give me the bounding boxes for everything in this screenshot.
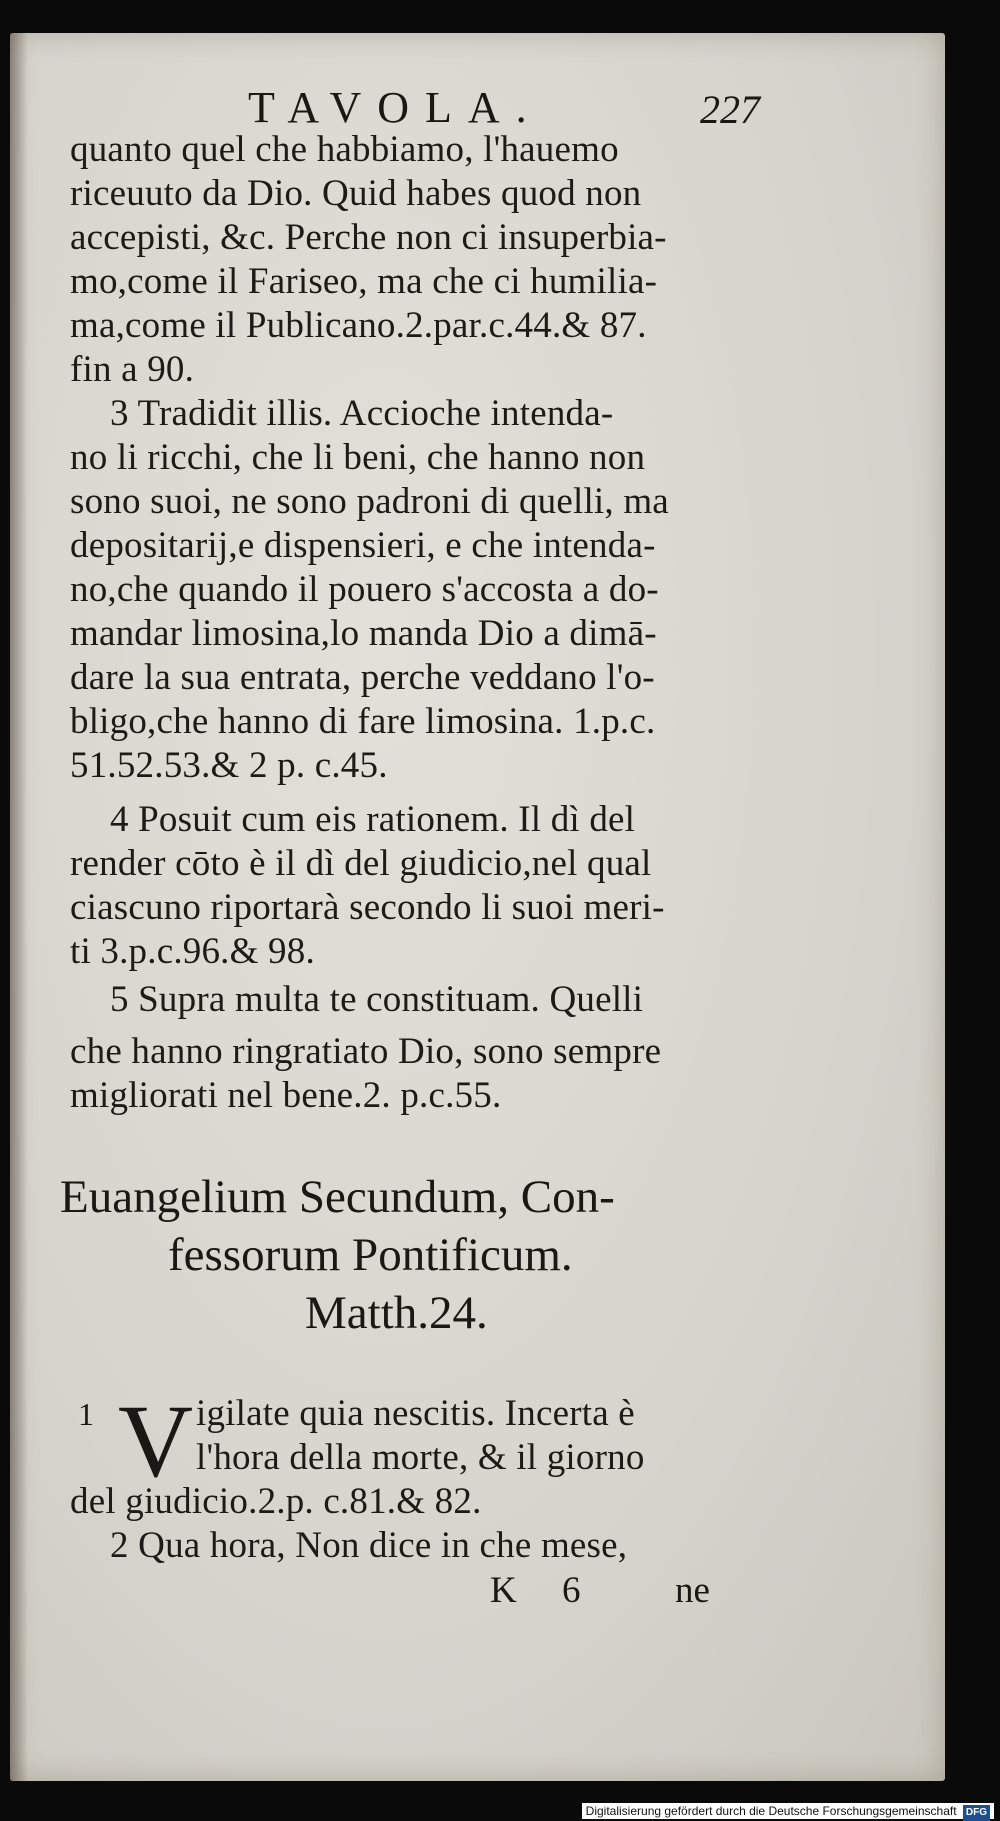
section-heading-line: Matth.24. — [305, 1287, 488, 1339]
catchword: ne — [675, 1570, 710, 1611]
text-line: mo,come il Fariseo, ma che ci humilia- — [70, 261, 658, 302]
text-line: riceuuto da Dio. Quid habes quod non — [70, 173, 642, 214]
text-line: fin a 90. — [70, 349, 195, 390]
text-line: mandar limosina,lo manda Dio a dimā- — [70, 613, 657, 654]
section-heading-line: fessorum Pontificum. — [168, 1229, 573, 1281]
page-gutter-shadow — [10, 33, 28, 1781]
dfg-logo: DFG — [963, 1805, 990, 1821]
text-line: migliorati nel bene.2. p.c.55. — [70, 1075, 502, 1116]
text-line: render cōto è il dì del giudicio,nel qual — [70, 843, 652, 884]
text-line: igilate quia nescitis. Incerta è — [196, 1393, 635, 1434]
text-line: 5 Supra multa te constituam. Quelli — [110, 979, 644, 1020]
text-line: ciascuno riportarà secondo li suoi meri- — [70, 887, 665, 928]
text-line: no,che quando il pouero s'accosta a do- — [70, 569, 659, 610]
text-line: del giudicio.2.p. c.81.& 82. — [70, 1481, 482, 1522]
text-line: che hanno ringratiato Dio, sono sempre — [70, 1031, 662, 1072]
text-line: ma,come il Publicano.2.par.c.44.& 87. — [70, 305, 647, 346]
verse-number: 1 — [78, 1396, 94, 1432]
signature-mark: K 6 — [490, 1570, 599, 1611]
text-line: dare la sua entrata, perche veddano l'o- — [70, 657, 655, 698]
drop-cap: V — [118, 1384, 194, 1499]
text-line: bligo,che hanno di fare limosina. 1.p.c. — [70, 701, 656, 742]
page-number: 227 — [700, 87, 760, 132]
text-line: 4 Posuit cum eis rationem. Il dì del — [110, 799, 636, 840]
text-line: no li ricchi, che li beni, che hanno non — [70, 437, 646, 478]
text-line: 51.52.53.& 2 p. c.45. — [70, 745, 388, 786]
text-line: l'hora della morte, & il giorno — [196, 1437, 645, 1478]
text-line: accepisti, &c. Perche non ci insuperbia- — [70, 217, 667, 258]
header-title: TAVOLA. — [248, 83, 543, 132]
digitization-credit — [582, 1803, 994, 1819]
credit-text: Digitalisierung gefördert durch die Deutsche Forschungsgemeinschaft — [585, 1804, 957, 1818]
text-line: 3 Tradidit illis. Accioche intenda- — [110, 393, 614, 434]
text-line: quanto quel che habbiamo, l'hauemo — [70, 129, 619, 170]
text-line: 2 Qua hora, Non dice in che mese, — [110, 1525, 628, 1566]
text-line: sono suoi, ne sono padroni di quelli, ma — [70, 481, 669, 522]
text-line: depositarij,e dispensieri, e che intenda- — [70, 525, 656, 566]
section-heading-line: Euangelium Secundum, Con- — [60, 1171, 615, 1223]
text-line: ti 3.p.c.96.& 98. — [70, 931, 315, 972]
